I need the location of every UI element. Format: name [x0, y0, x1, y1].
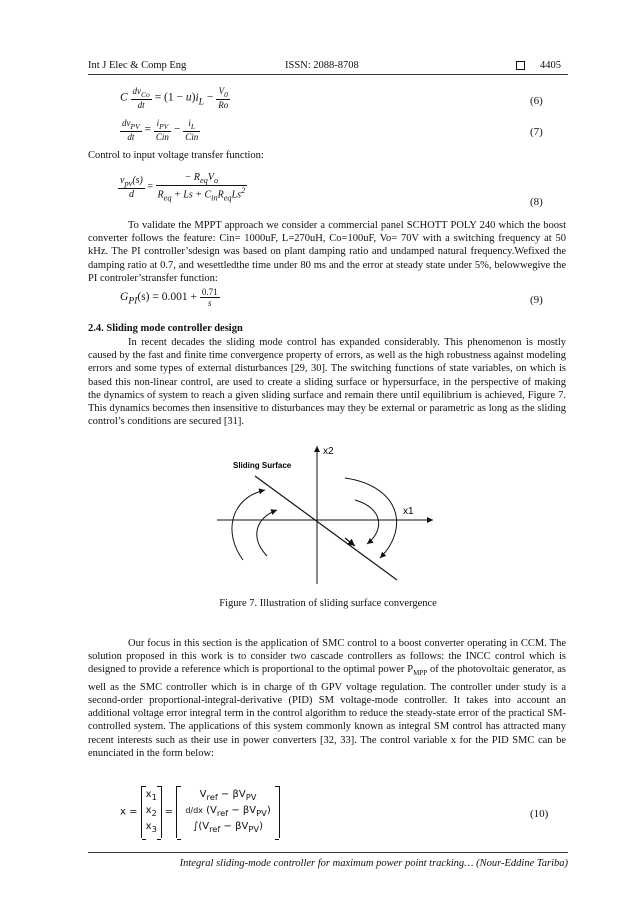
equation-6: C $\frac{dv_{Co}}{dt}$ = $(1 - u)i_L$ − $\frac{V_0}{Ro}$: [120, 86, 229, 110]
equation-8-number: (8): [530, 196, 543, 208]
equation-10-number: (10): [530, 808, 549, 820]
equation-6-number: (6): [530, 95, 543, 107]
paragraph-focus: [88, 637, 566, 760]
equation-7: $\frac{dv_{PV}}{dt}$ = $\frac{i_{PV}}{\text{Cin}}$ − $\frac{i_L}{\text{Cin}}$: [122, 118, 199, 142]
pmpp-subscript: MPP: [413, 669, 428, 678]
sliding-direction-arrow: [345, 538, 355, 546]
transfer-function-intro: Control to input voltage transfer function:: [88, 150, 264, 161]
footer-rule: [88, 852, 568, 853]
sliding-surface-line: [255, 476, 397, 580]
equation-7-number: (7): [530, 126, 543, 138]
equation-9-number: (9): [530, 294, 543, 306]
paragraph-focus-part2: of the photovoltaic generator, as well as the SMC controller which is in charge of th GPV voltage regulation. The controller under study is a second-order proportional-integral-derivative (PID) SM voltage-mode controller. It takes into account an additional voltage error integral term in the control algorithm to reduce the steady-state error of the practical SM-controlled system. The applications of this system commonly known as integral SM control has attracted many recent interests such as their use in power converters [32, 33]. The control variable x for the PID SMC can be enunciated in the form below:: [88, 664, 566, 759]
x1-label: x1: [403, 506, 414, 517]
paragraph-focus-part1: Our focus in this section is the application of SMC control to a boost converter operating in CCM. The solution proposed in this work is to consider two cascade controllers as follows: the INCC control which is designed to provide a reference which is proportional to the optimal power P: [88, 638, 566, 676]
paragraph-smc: In recent decades the sliding mode control has expanded considerably. This phenomenon is mostly caused by the fast and finite time convergence property of errors, as well as the high robustness against modeling errors and some types of external disturbances [29, 30]. The switching functions of state variables, on which is based this non-linear control, are used to create a sliding surface or hypersurface, in the perspective of making the dynamics of system to reach a given sliding surface and remain there until equilibrium is achieved, Figure 7. This dynamics becomes then insensitive to disturbances may they be external or parametric as long as the sliding control’s conditions are secured [31].: [88, 337, 566, 428]
figure-sliding-surface: [205, 438, 440, 588]
sliding-surface-label: Sliding Surface: [233, 461, 292, 470]
trajectory-left-outer: [232, 490, 265, 560]
x2-label: x2: [323, 446, 334, 457]
equation-9: $G_{PI}(s) = 0.001$ + $\frac{0.71}{s}$: [120, 287, 218, 308]
section-title: 2.4. Sliding mode controller design: [88, 323, 243, 334]
issn: ISSN: 2088-8708: [285, 60, 359, 71]
footer-text: Integral sliding-mode controller for maximum power point tracking… (Nour-Eddine Tariba): [179, 858, 568, 869]
header-rule: [88, 74, 568, 75]
equation-8: $\frac{v_{pv}(s)}{d}$ = $\frac{- R_{eq}V_o}{R_{eq} + Ls + C_{in}R_{eq}Ls^2}$: [120, 172, 246, 203]
trajectory-left-inner: [257, 510, 277, 556]
figure-caption: Figure 7. Illustration of sliding surface convergence: [219, 598, 437, 609]
equation-10: x = $x_1$ $x_2$ $x_3$ = $V_{ref} - \beta V_{PV}$ d/dx $(V_{ref} - \beta V_{PV})$ $\int(V_{ref} - \beta V_{PV})$: [120, 786, 280, 838]
page-number: 4405: [540, 60, 561, 71]
trajectory-right-outer: [345, 478, 397, 558]
checkbox-icon: [516, 60, 525, 71]
paragraph-validation: To validate the MPPT approach we consider a commercial panel SCHOTT POLY 240 which the boost converter follows the feature: Cin= 1000uF, L=270uH, Co=100uF, Vo= 70V with a switching frequency at 50 kHz. The PI controller’sdesign was based on plant damping ratio and undamped natural frequency.Wefixed the damping ratio at 0.7, and wesettledthe time under 80 ms and the error at steady state under 5%, belowwegive the PI controler’stransfer function:: [88, 220, 566, 284]
trajectory-right-inner: [355, 500, 379, 544]
journal-name: Int J Elec & Comp Eng: [88, 60, 187, 71]
